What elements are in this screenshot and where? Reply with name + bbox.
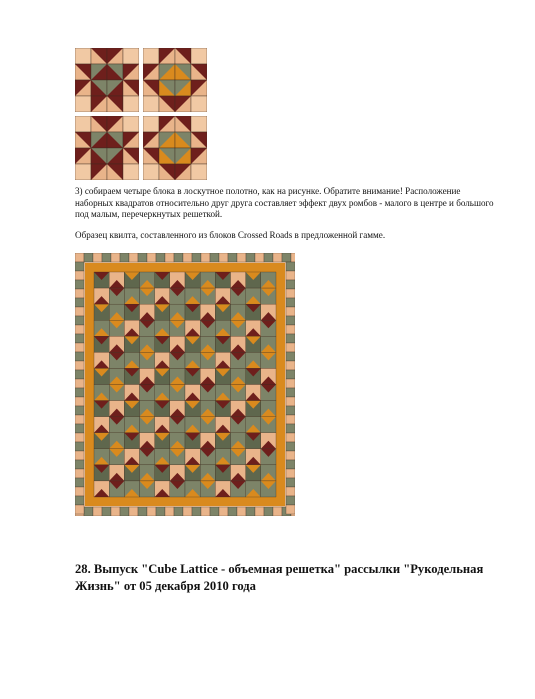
border-square (286, 325, 295, 334)
border-square (286, 262, 295, 271)
border-square (75, 262, 84, 271)
border-square (255, 253, 264, 262)
border-square (111, 507, 120, 516)
border-square (75, 298, 84, 307)
border-square (286, 505, 295, 514)
issue-heading: 28. Выпуск "Cube Lattice - объемная решетка" рассылки "Рукодельная Жизнь" от 05 декабря 2010 года (75, 562, 484, 593)
border-square (264, 253, 273, 262)
border-square (75, 415, 84, 424)
quilt-block-bottom-left (75, 116, 139, 180)
border-square (75, 307, 84, 316)
quilt-block-svg (75, 116, 139, 180)
border-square (255, 507, 264, 516)
patch-square (191, 116, 207, 132)
border-square (75, 253, 84, 262)
border-square (75, 361, 84, 370)
border-square (120, 253, 129, 262)
border-square (286, 298, 295, 307)
border-square (286, 334, 295, 343)
border-square (286, 478, 295, 487)
patch-square (191, 48, 207, 64)
quilt-block-svg (143, 48, 207, 112)
patch-square (191, 164, 207, 180)
border-square (102, 507, 111, 516)
patch-square (75, 164, 91, 180)
border-square (246, 253, 255, 262)
border-square (75, 460, 84, 469)
quilt-block-top-left (75, 48, 139, 112)
border-square (237, 253, 246, 262)
border-square (75, 451, 84, 460)
border-square (75, 280, 84, 289)
border-square (75, 469, 84, 478)
sample-quilt-image (75, 253, 295, 516)
border-square (138, 253, 147, 262)
border-square (201, 253, 210, 262)
border-square (75, 271, 84, 280)
border-square (111, 253, 120, 262)
border-square (183, 253, 192, 262)
border-square (75, 325, 84, 334)
patch-square (75, 96, 91, 112)
border-square (75, 379, 84, 388)
border-square (286, 370, 295, 379)
border-square (264, 507, 273, 516)
quilt-svg (75, 253, 295, 516)
border-square (286, 289, 295, 298)
border-square (282, 253, 291, 262)
border-square (75, 388, 84, 397)
border-square (75, 496, 84, 505)
border-square (174, 507, 183, 516)
patch-square (123, 48, 139, 64)
border-square (93, 253, 102, 262)
patch-square (123, 164, 139, 180)
border-square (273, 253, 282, 262)
border-square (273, 507, 282, 516)
border-square (291, 253, 295, 262)
border-square (75, 352, 84, 361)
patch-square (123, 116, 139, 132)
border-square (120, 507, 129, 516)
sample-quilt-caption: Образец квилта, составленного из блоков Crossed Roads в предложенной гамме. (75, 230, 386, 240)
patch-square (123, 96, 139, 112)
border-square (75, 316, 84, 325)
patch-square (143, 48, 159, 64)
step-3-paragraph: 3) собираем четыре блока в лоскутное полотно, как на рисунке. Обратите внимание! Расположение наборных квадратов относительно друг друга составляет эффект двух ромбов - малого в центре и большого под малым, перечеркнутых решеткой. (75, 186, 494, 219)
border-square (286, 424, 295, 433)
border-square (286, 388, 295, 397)
border-square (286, 433, 295, 442)
four-block-assembly (75, 48, 209, 184)
border-square (84, 253, 93, 262)
border-square (246, 507, 255, 516)
border-square (286, 496, 295, 505)
border-square (174, 253, 183, 262)
border-square (147, 253, 156, 262)
border-square (75, 478, 84, 487)
border-square (219, 507, 228, 516)
border-square (192, 253, 201, 262)
border-square (286, 415, 295, 424)
border-square (75, 433, 84, 442)
border-square (286, 469, 295, 478)
border-square (210, 507, 219, 516)
patch-square (75, 116, 91, 132)
border-square (286, 487, 295, 496)
border-square (286, 406, 295, 415)
border-square (286, 379, 295, 388)
border-square (75, 442, 84, 451)
border-square (286, 316, 295, 325)
border-square (75, 505, 84, 514)
border-square (84, 507, 93, 516)
border-square (75, 370, 84, 379)
border-square (201, 507, 210, 516)
border-square (102, 253, 111, 262)
border-square (129, 507, 138, 516)
border-square (165, 507, 174, 516)
border-square (75, 334, 84, 343)
patch-square (191, 96, 207, 112)
border-square (75, 289, 84, 298)
border-square (192, 507, 201, 516)
border-square (286, 280, 295, 289)
border-square (286, 451, 295, 460)
border-square (286, 397, 295, 406)
border-square (228, 253, 237, 262)
border-square (286, 460, 295, 469)
border-square (210, 253, 219, 262)
border-square (156, 507, 165, 516)
quilt-block-top-right (143, 48, 207, 112)
border-square (286, 307, 295, 316)
quilt-block-svg (75, 48, 139, 112)
patch-square (75, 48, 91, 64)
patch-square (143, 96, 159, 112)
border-square (75, 406, 84, 415)
border-square (129, 253, 138, 262)
border-square (183, 507, 192, 516)
border-square (75, 343, 84, 352)
border-square (286, 442, 295, 451)
border-square (147, 507, 156, 516)
border-square (286, 343, 295, 352)
border-square (93, 507, 102, 516)
patch-square (143, 164, 159, 180)
patch-square (143, 116, 159, 132)
border-square (75, 397, 84, 406)
border-square (75, 487, 84, 496)
border-square (237, 507, 246, 516)
quilt-block-bottom-right (143, 116, 207, 180)
border-square (286, 352, 295, 361)
border-square (165, 253, 174, 262)
border-square (75, 424, 84, 433)
border-square (138, 507, 147, 516)
quilt-block-svg (143, 116, 207, 180)
border-square (286, 271, 295, 280)
border-square (286, 361, 295, 370)
border-square (228, 507, 237, 516)
border-square (219, 253, 228, 262)
border-square (156, 253, 165, 262)
